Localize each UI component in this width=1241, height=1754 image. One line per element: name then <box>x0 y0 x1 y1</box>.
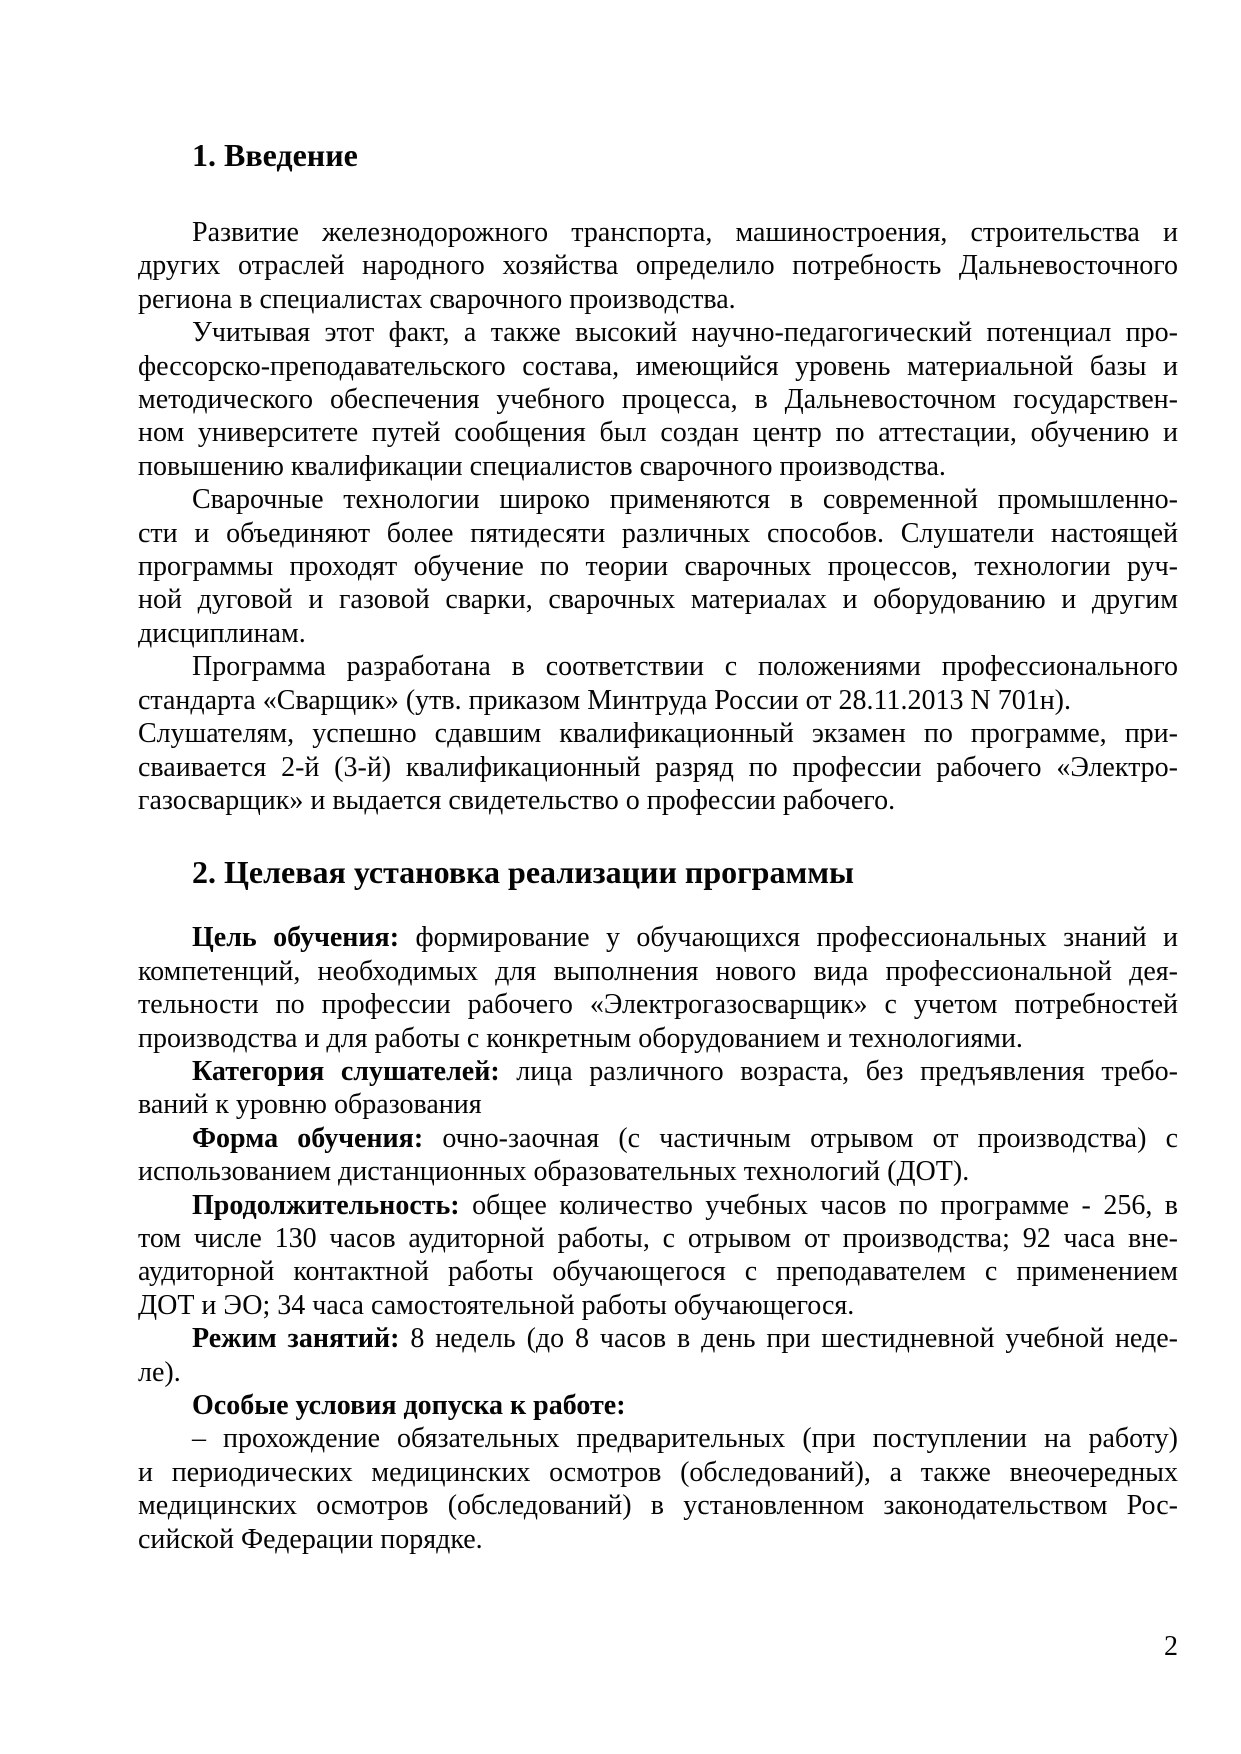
bold-lead-in: Категория слушателей: <box>192 1055 500 1087</box>
page-number: 2 <box>1164 1631 1178 1662</box>
text-line: дисциплинам. <box>138 617 306 649</box>
text-line: ном университете путей сообщения был создан центр по аттестации, обучению и <box>138 417 1178 449</box>
paragraph <box>138 1389 1178 1422</box>
paragraph <box>138 1055 1178 1122</box>
section-heading: 2. Целевая установка реализации программы <box>192 854 855 891</box>
text-line: Форма обучения: очно-заочная (с частичным отрывом от производства) с <box>192 1122 1179 1154</box>
text-line: региона в специалистах сварочного производства. <box>138 283 736 315</box>
text-line: методического обеспечения учебного процесса, в Дальневосточном государствен- <box>138 384 1178 416</box>
section-heading: 1. Введение <box>192 137 358 173</box>
text-line: Режим занятий: 8 недель (до 8 часов в день при шестидневной учебной неде- <box>192 1323 1178 1355</box>
text-line: медицинских осмотров (обследований) в установленном законодательством Рос- <box>138 1490 1178 1522</box>
text-line: фессорско-преподавательского состава, имеющийся уровень материальной базы и <box>138 350 1178 382</box>
text-line: использованием дистанционных образовательных технологий (ДОТ). <box>138 1156 970 1188</box>
text-line: ле). <box>138 1356 181 1388</box>
text-line: Сварочные технологии широко применяются в современной промышленно- <box>192 484 1178 516</box>
text-line: Категория слушателей: лица различного возраста, без предъявления требо- <box>192 1055 1178 1087</box>
text-line: том числе 130 часов аудиторной работы, с отрывом от производства; 92 часа вне- <box>138 1222 1178 1254</box>
bold-lead-in: Особые условия допуска к работе: <box>192 1390 626 1421</box>
paragraph <box>138 316 1178 483</box>
text-line: повышению квалификации специалистов сварочного производства. <box>138 450 946 482</box>
paragraph <box>138 1422 1178 1556</box>
bold-lead-in: Цель обучения: <box>192 922 400 954</box>
paragraph <box>138 650 1178 817</box>
paragraph <box>138 216 1178 316</box>
bold-lead-in: Режим занятий: <box>192 1323 400 1355</box>
text-line: Развитие железнодорожного транспорта, машиностроения, строительства и <box>192 217 1178 248</box>
bold-lead-in: Продолжительность: <box>192 1189 460 1221</box>
bold-lead-in: Форма обучения: <box>192 1122 424 1154</box>
text-line: сти и объединяют более пятидесяти различных способов. Слушатели настоящей <box>138 517 1178 549</box>
paragraph <box>138 1122 1178 1189</box>
text-line: Цель обучения: формирование у обучающихся профессиональных знаний и <box>192 922 1178 954</box>
text-line: Программа разработана в соответствии с положениями профессионального <box>192 651 1178 683</box>
text-line: аудиторной контактной работы обучающегося с преподавателем с применением <box>138 1256 1178 1288</box>
text-line: компетенций, необходимых для выполнения нового вида профессиональной дея- <box>138 955 1178 987</box>
text-line: производства и для работы с конкретным оборудованием и технологиями. <box>138 1022 1023 1054</box>
document-body <box>138 136 1178 1556</box>
text-line <box>138 1389 1178 1422</box>
text-line: – прохождение обязательных предварительных (при поступлении на работу) <box>192 1423 1178 1455</box>
text-line: тельности по профессии рабочего «Электрогазосварщик» с учетом потребностей <box>138 989 1178 1021</box>
text-line: программы проходят обучение по теории сварочных процессов, технологии руч- <box>138 551 1178 583</box>
paragraph <box>138 1322 1178 1389</box>
text-line: стандарта «Сварщик» (утв. приказом Минтруда России от 28.11.2013 N 701н). <box>138 684 1072 716</box>
text-line: ваний к уровню образования <box>138 1089 482 1121</box>
text-line: и периодических медицинских осмотров (обследований), а также внеочередных <box>138 1456 1178 1488</box>
text-line: Продолжительность: общее количество учебных часов по программе - 256, в <box>192 1189 1178 1221</box>
paragraph <box>138 1189 1178 1323</box>
text-line: сваивается 2-й (3-й) квалификационный разряд по профессии рабочего «Электро- <box>138 751 1178 783</box>
text-line: Слушателям, успешно сдавшим квалификационный экзамен по программе, при- <box>138 718 1178 750</box>
text-line: ной дуговой и газовой сварки, сварочных материалах и оборудованию и другим <box>138 584 1178 616</box>
paragraph <box>138 483 1178 650</box>
paragraph <box>138 921 1178 1055</box>
text-line: газосварщик» и выдается свидетельство о профессии рабочего. <box>138 784 896 816</box>
text-line: Учитывая этот факт, а также высокий научно-педагогический потенциал про- <box>192 317 1178 349</box>
text-line: ДОТ и ЭО; 34 часа самостоятельной работы обучающегося. <box>138 1289 855 1321</box>
text-line: других отраслей народного хозяйства определило потребность Дальневосточного <box>138 250 1178 282</box>
text-line: сийской Федерации порядке. <box>138 1523 483 1555</box>
